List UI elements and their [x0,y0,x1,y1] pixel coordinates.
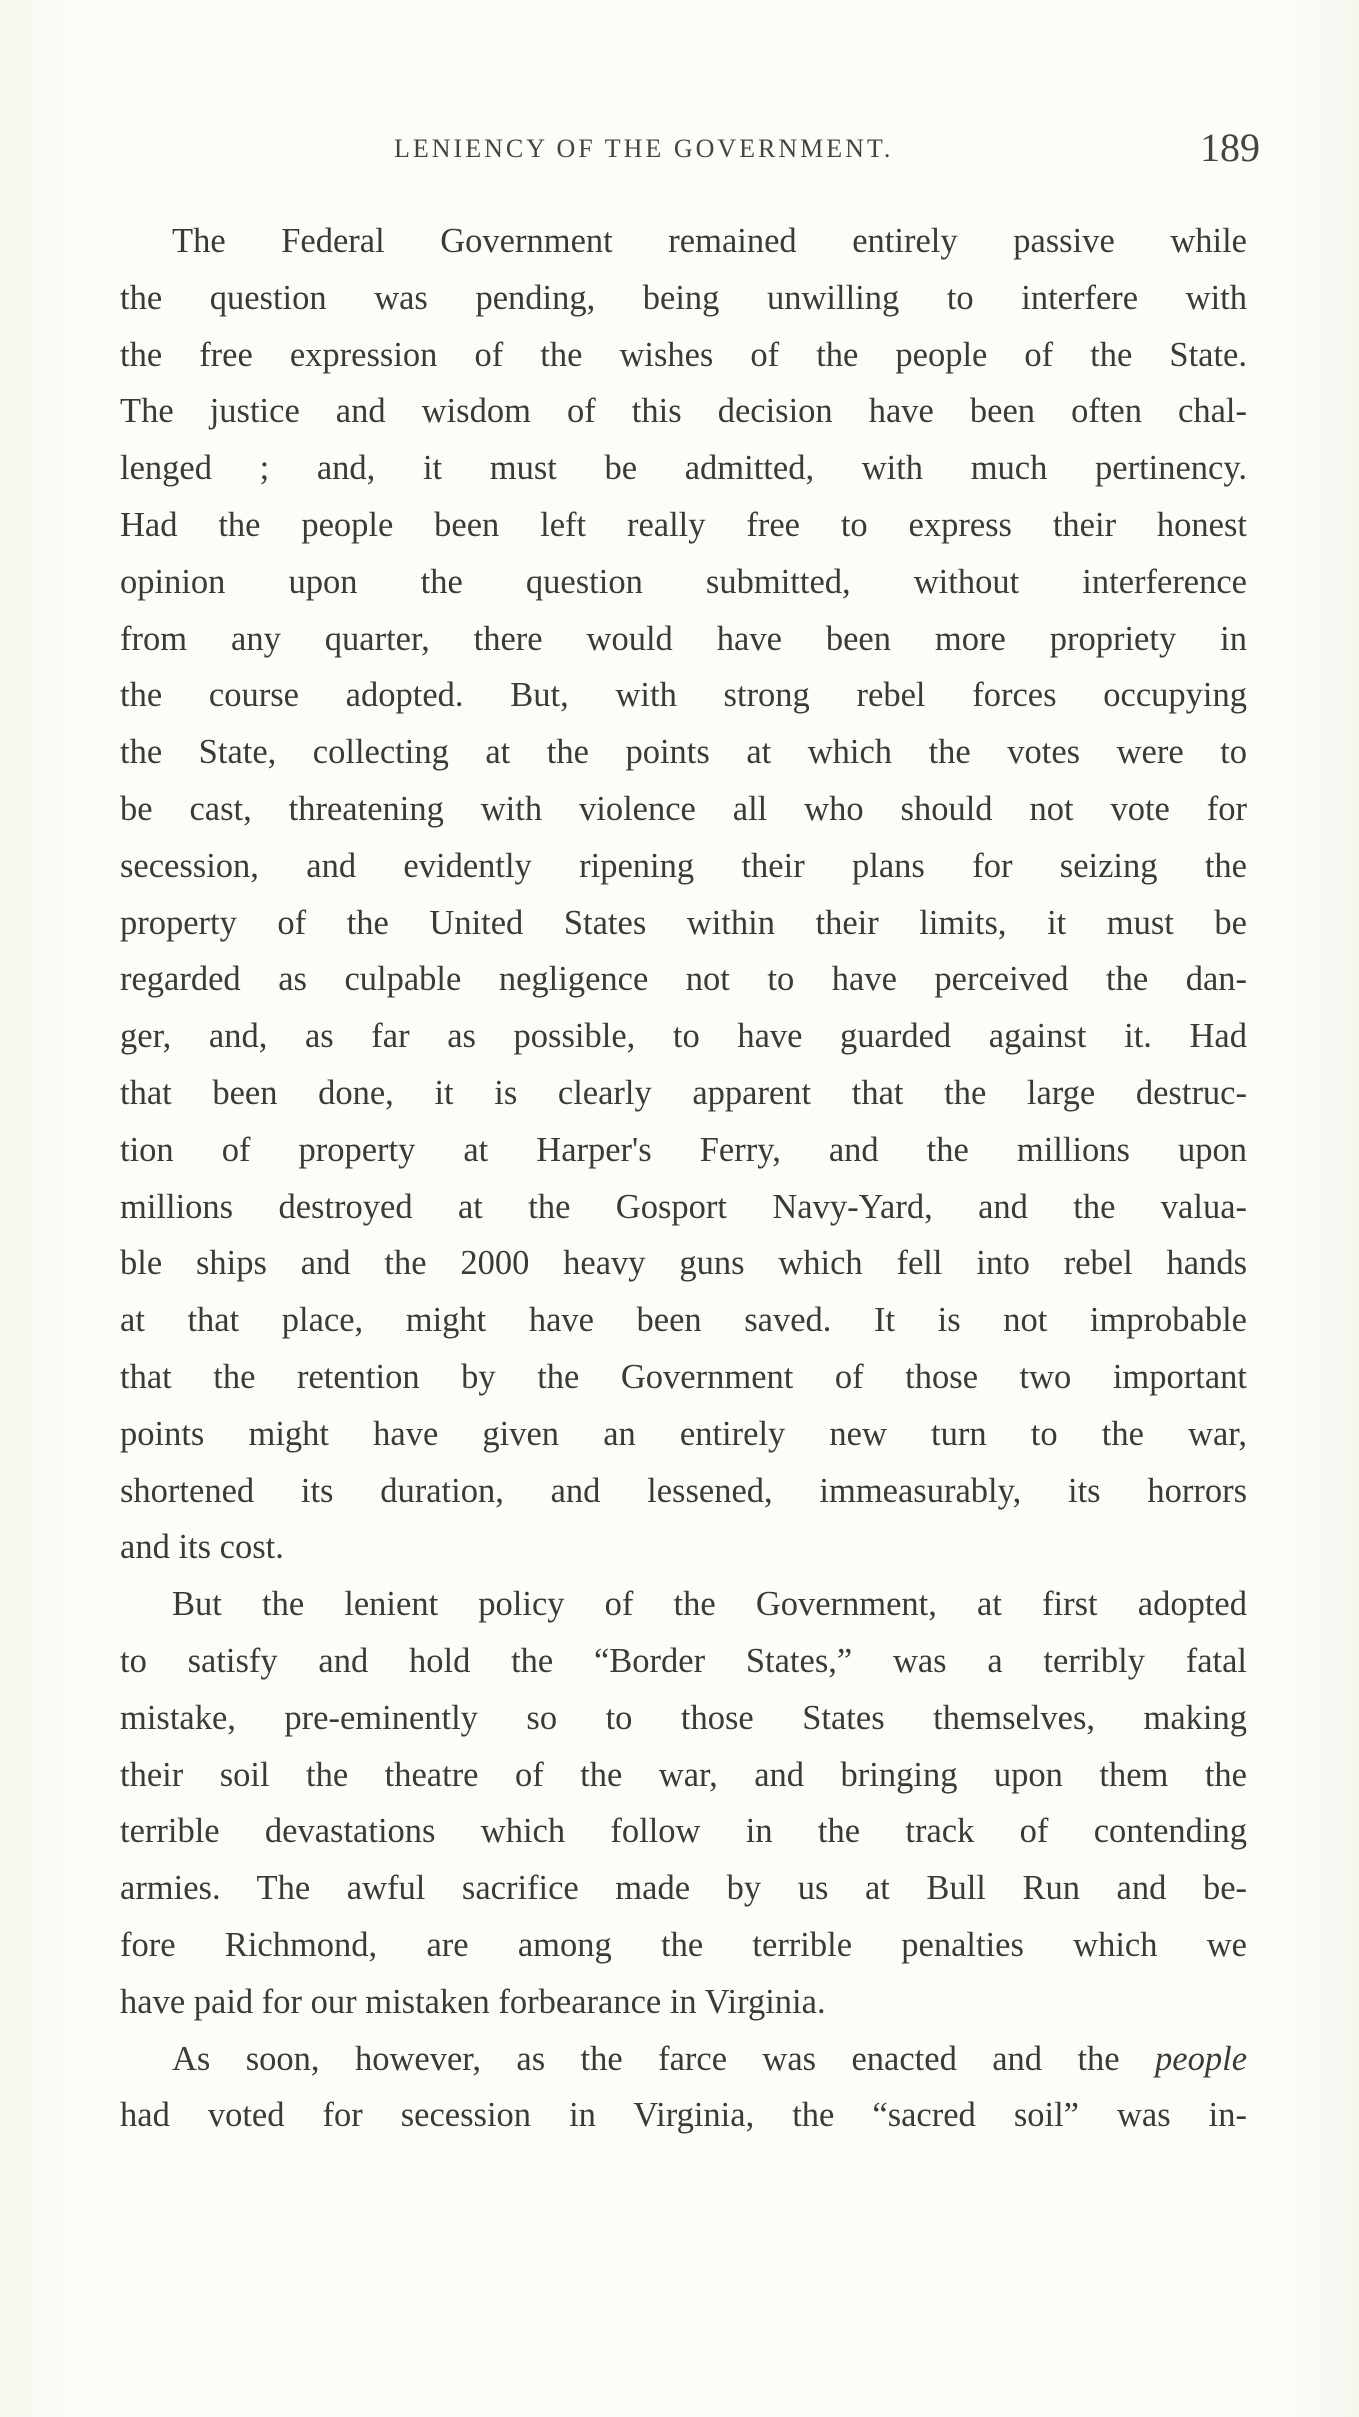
text-line [120,2031,1247,2088]
text-line: that been done, it is clearly apparent that the large destruc- [120,1073,1247,1112]
text-line: that the retention by the Government of those two important [120,1357,1247,1396]
text-line: points might have given an entirely new turn to the war, [120,1414,1247,1453]
page-number: 189 [1200,125,1260,170]
text-line: had voted for secession in Virginia, the “sacred soil” was in- [120,2096,1247,2135]
text-line: from any quarter, there would have been more propriety in [120,619,1247,658]
running-head [120,125,1260,180]
text-line: ger, and, as far as possible, to have guarded against it. Had [120,1017,1247,1056]
text-line: the question was pending, being unwilling to interfere with [120,278,1247,317]
text-line: the free expression of the wishes of the people of the State. [120,335,1247,374]
body-text [120,213,1247,2144]
paragraph-1 [120,213,1247,1576]
text-line: their soil the theatre of the war, and bringing upon them the [120,1755,1247,1794]
text-line: be cast, threatening with violence all who should not vote for [120,789,1247,828]
paragraph-2 [120,1576,1247,2030]
text-line: secession, and evidently ripening their plans for seizing the [120,846,1247,885]
text-line: the course adopted. But, with strong rebel forces occupying [120,676,1247,715]
text-line: tion of property at Harper's Ferry, and the millions upon [120,1130,1247,1169]
text-line: to satisfy and hold the “Border States,” was a terribly fatal [120,1641,1247,1680]
text-line: and its cost. [120,1528,284,1567]
text-line: mistake, pre-eminently so to those States themselves, making [120,1698,1247,1737]
text-line: millions destroyed at the Gosport Navy-Yard, and the valua- [120,1187,1247,1226]
text-line: The Federal Government remained entirely passive while [172,222,1247,260]
text-line: have paid for our mistaken forbearance in Virginia. [120,1982,826,2021]
text-line: shortened its duration, and lessened, immeasurably, its horrors [120,1471,1247,1510]
text-line: lenged ; and, it must be admitted, with much pertinency. [120,449,1247,488]
text-line: at that place, might have been saved. It is not improbable [120,1301,1247,1340]
text-line: regarded as culpable negligence not to have perceived the dan- [120,960,1247,999]
text-line: terrible devastations which follow in the track of contending [120,1812,1247,1851]
text-run: As soon, however, as the farce was enacted and the [172,2039,1120,2078]
italic-word: people [1155,2039,1248,2078]
text-line: ble ships and the 2000 heavy guns which fell into rebel hands [120,1244,1247,1283]
running-title: LENIENCY OF THE GOVERNMENT. [394,134,894,163]
text-line: Had the people been left really free to express their honest [120,505,1247,544]
text-line: the State, collecting at the points at which the votes were to [120,733,1247,772]
paragraph-3 [120,2031,1247,2145]
text-line: property of the United States within their limits, it must be [120,903,1247,942]
text-line: fore Richmond, are among the terrible penalties which we [120,1925,1247,1964]
text-line: The justice and wisdom of this decision have been often chal- [120,392,1247,431]
text-line: But the lenient policy of the Government, at first adopted [172,1585,1247,1624]
text-line: opinion upon the question submitted, without interference [120,562,1247,601]
text-line: armies. The awful sacrifice made by us at Bull Run and be- [120,1869,1247,1908]
